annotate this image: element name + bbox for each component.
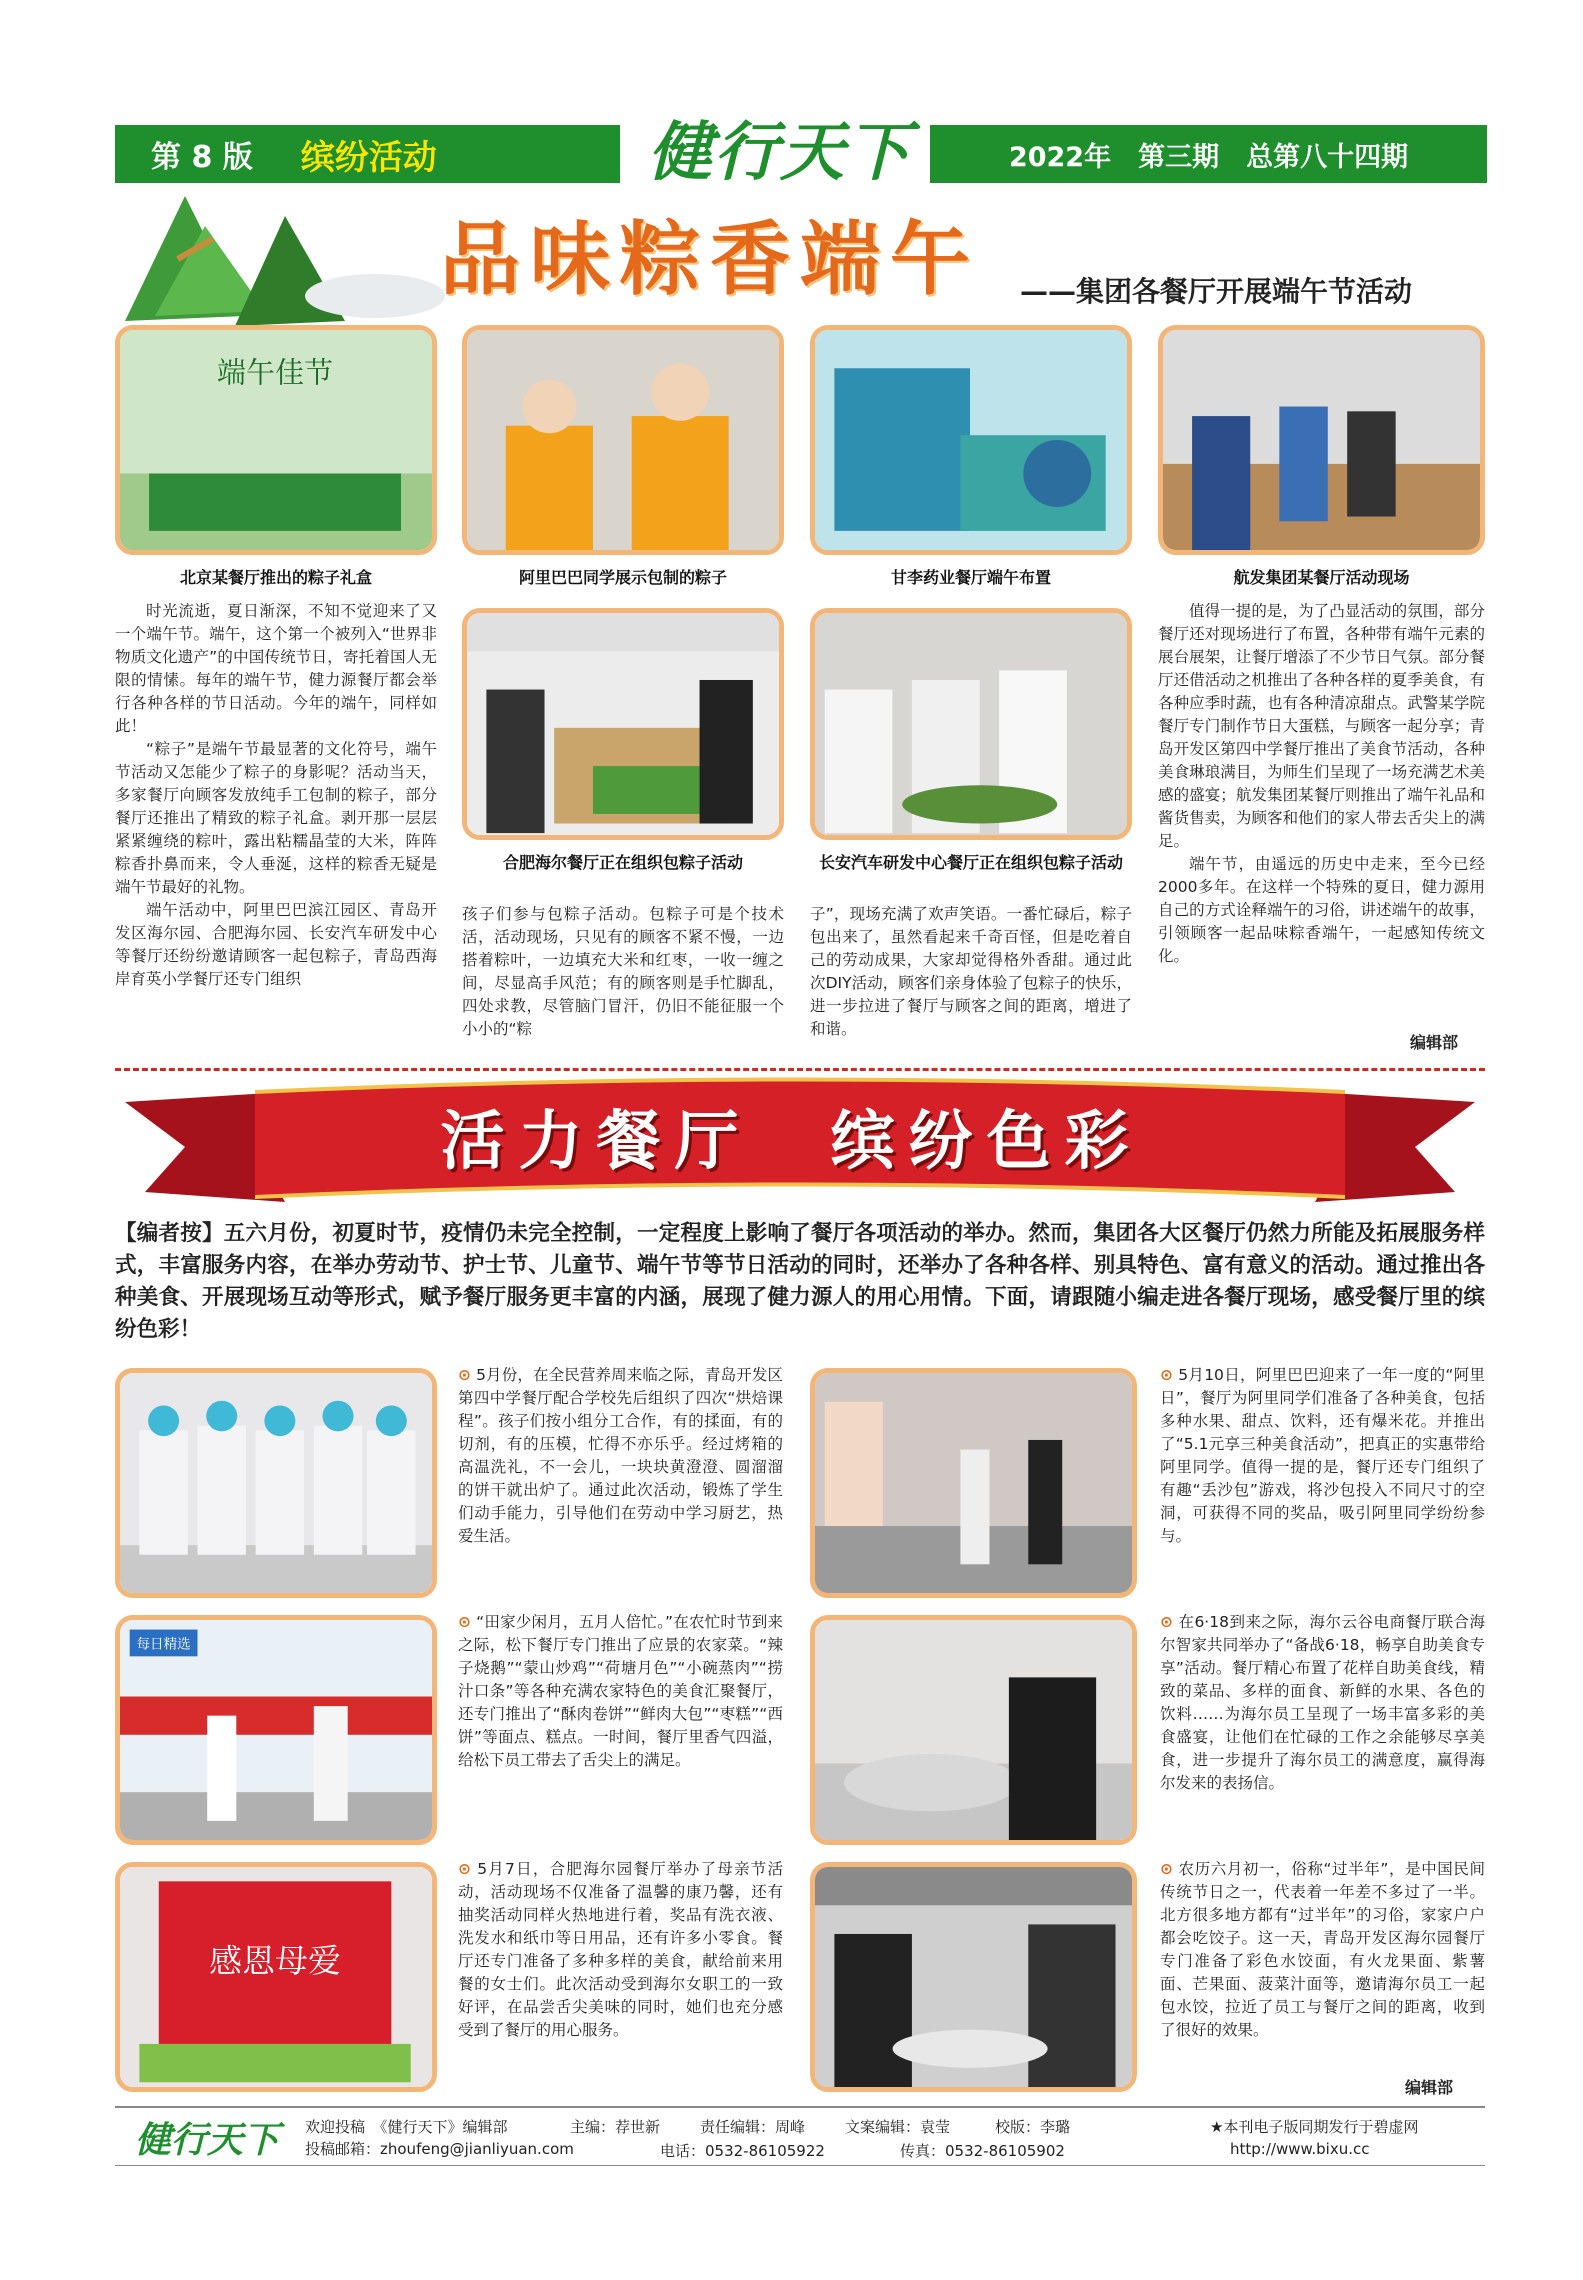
story-haier-618	[1160, 1611, 1485, 1795]
caption-6: 长安汽车研发中心餐厅正在组织包粽子活动	[818, 853, 1123, 872]
caption-3: 甘李药业餐厅端午布置	[890, 568, 1051, 587]
feature-signoff: 编辑部	[1410, 1033, 1459, 1052]
stories-signoff: 编辑部	[1405, 2078, 1454, 2097]
feature-subtitle: ——集团各餐厅开展端午节活动	[1020, 275, 1413, 308]
section-divider	[115, 1068, 1485, 1071]
photo-ali-zongzi	[462, 325, 784, 555]
photo-aero-canteen	[1158, 325, 1485, 555]
feature-column-2	[462, 903, 784, 1041]
page-version: 第 8 版	[151, 140, 253, 175]
footer-logo: 健行天下	[135, 2119, 280, 2161]
story-baking	[458, 1364, 783, 1548]
masthead-logo: 健行天下	[648, 115, 912, 190]
feature-column-1	[115, 600, 437, 991]
location-pin-icon: ⊙	[1160, 1613, 1173, 1631]
photo-haier-618	[810, 1615, 1137, 1845]
footer-responsible-editor: 责任编辑：周峰	[700, 2118, 806, 2136]
caption-5: 合肥海尔餐厅正在组织包粽子活动	[502, 853, 743, 872]
caption-2: 阿里巴巴同学展示包制的粽子	[518, 568, 727, 587]
paragraph: 端午节，由遥远的历史中走来，至今已经2000多年。在这样一个特殊的夏日，健力源用自己的方式诠释端午的习俗，讲述端午的故事，引领顾客一起品味粽香端午，一起感知传统文化。	[1158, 855, 1485, 965]
story-text: 5月10日，阿里巴巴迎来了一年一度的“阿里日”，餐厅为阿里同学们准备了各种美食，包括多种水果、甜点、饮料，还有爆米花。并推出了“5.1元享三种美食活动”，把真正的实惠带给阿里同学。值得一提的是，餐厅还专门组织了有趣“丢沙包”游戏，将沙包投入不同尺寸的空洞，可获得不同的奖品，吸引阿里同学纷纷参与。	[1160, 1366, 1485, 1545]
photo-panasonic-canteen	[115, 1615, 437, 1845]
feature-column-4	[1158, 600, 1485, 968]
paragraph: 端午活动中，阿里巴巴滨江园区、青岛开发区海尔园、合肥海尔园、长安汽车研发中心等餐厅还纷纷邀请顾客一起包粽子，青岛西海岸育英小学餐厅还专门组织	[115, 901, 437, 988]
photo-ganli-decoration	[810, 325, 1132, 555]
footer-phone: 电话：0532-86105922	[660, 2142, 825, 2160]
story-ali-day	[1160, 1364, 1485, 1548]
caption-1: 北京某餐厅推出的粽子礼盒	[179, 568, 372, 587]
story-text: 5月份，在全民营养周来临之际，青岛开发区第四中学餐厅配合学校先后组织了四次“烘焙课程”。孩子们按小组分工合作，有的揉面，有的切剂，有的压模，忙得不亦乐乎。经过烤箱的高温洗礼，不一会儿，一块块黄澄澄、圆溜溜的饼干就出炉了。通过此次活动，锻炼了学生们动手能力，引导他们在劳动中学习厨艺，热爱生活。	[458, 1366, 783, 1545]
photo-dumplings	[810, 1862, 1137, 2092]
feature-column-3	[810, 903, 1132, 1041]
story-text: “田家少闲月，五月人倍忙。”在农忙时节到来之际，松下餐厅专门推出了应景的农家菜。“辣子烧鹅”“蒙山炒鸡”“荷塘月色”“小碗蒸肉”“捞汁口条”等各种充满农家特色的美食汇聚餐厅，还专门推出了“酥肉卷饼”“鲜肉大包”“枣糕”“西饼”等面点、糕点。一时间，餐厅里香气四溢，给松下员工带去了舌尖上的满足。	[458, 1613, 783, 1769]
location-pin-icon: ⊙	[458, 1860, 471, 1878]
mothers-day-poster-text: 感恩母爱	[209, 1942, 341, 1981]
photo-changan-zongzi	[810, 608, 1132, 840]
paragraph: 孩子们参与包粽子活动。包粽子可是个技术活，活动现场，只见有的顾客不紧不慢，一边搭着粽叶，一边填充大米和红枣，一收一缠之间，尽显高手风范；有的顾客则是手忙脚乱，四处求教，尽管脑门冒汗，仍旧不能征服一个小小的“粽	[462, 905, 784, 1038]
location-pin-icon: ⊙	[458, 1613, 471, 1631]
story-mothers-day	[458, 1858, 783, 2042]
story-panasonic	[458, 1611, 783, 1772]
story-text: 5月7日，合肥海尔园餐厅举办了母亲节活动，活动现场不仅准备了温馨的康乃馨，还有抽奖活动同样火热地进行着，奖品有洗衣液、洗发水和纸巾等日用品，还有许多小零食。餐厅还专门准备了多种多样的美食，献给前来用餐的女士们。此次活动受到海尔女职工的一致好评，在品尝舌尖美味的同时，她们也充分感受到了餐厅的用心服务。	[458, 1860, 783, 2039]
footer-welcome: 欢迎投稿 《健行天下》编辑部	[305, 2118, 508, 2136]
story-text: 在6·18到来之际，海尔云谷电商餐厅联合海尔智家共同举办了“备战6·18，畅享自助美食专享”活动。餐厅精心布置了花样自助美食线，精致的菜品、多样的面食、新鲜的水果、各色的饮料……为海尔员工呈现了一场丰富多彩的美食盛宴，让他们在忙碌的工作之余能够尽享美食，进一步提升了海尔员工的满意度，赢得海尔发来的表扬信。	[1160, 1613, 1485, 1792]
photo-ali-day	[810, 1368, 1137, 1598]
header-left-bar	[115, 125, 620, 183]
photo-zongzi-giftbox	[115, 325, 437, 555]
editor-note: 【编者按】五六月份，初夏时节，疫情仍未完全控制，一定程度上影响了餐厅各项活动的举办。然而，集团各大区餐厅仍然力所能及拓展服务样式，丰富服务内容，在举办劳动节、护士节、儿童节、端午节等节日活动的同时，还举办了各种各样、别具特色、富有意义的活动。通过推出各种美食、开展现场互动等形式，赋予餐厅服务更丰富的内涵，展现了健力源人的用心用情。下面，请跟随小编走进各餐厅现场，感受餐厅里的缤纷色彩！	[115, 1221, 1485, 1342]
section-name: 缤纷活动	[300, 137, 437, 178]
giftbox-label: 端午佳节	[216, 355, 334, 390]
paragraph: “粽子”是端午节最显著的文化符号，端午节活动又怎能少了粽子的身影呢？活动当天，多家餐厅向顾客发放纯手工包制的粽子，部分餐厅还推出了精致的粽子礼盒。剥开那一层层紧紧缠绕的粽叶，露出粘糯晶莹的大米，阵阵粽香扑鼻而来，令人垂涎，这样的粽香无疑是端午节最好的礼物。	[115, 740, 437, 896]
footer-note: ★本刊电子版同期发行于碧虚网	[1210, 2118, 1419, 2136]
photo-mothers-day	[115, 1862, 437, 2092]
location-pin-icon: ⊙	[1160, 1366, 1173, 1384]
footer-fax: 传真：0532-86105902	[900, 2142, 1065, 2160]
photo-hefei-haier-zongzi	[462, 608, 784, 840]
header-right-bar	[930, 125, 1487, 183]
photo-baking-class	[115, 1368, 437, 1598]
caption-4: 航发集团某餐厅活动现场	[1233, 568, 1410, 587]
story-text: 农历六月初一，俗称“过半年”，是中国民间传统节日之一，代表着一年差不多过了一半。北方很多地方都有“过半年”的习俗，家家户户都会吃饺子。这一天，青岛开发区海尔园餐厅专门准备了彩色水饺面，有火龙果面、紫薯面、芒果面、菠菜汁面等，邀请海尔员工一起包水饺，拉近了员工与餐厅之间的距离，收到了很好的效果。	[1160, 1860, 1485, 2039]
paragraph: 时光流逝，夏日渐深，不知不觉迎来了又一个端午节。端午，这个第一个被列入“世界非物质文化遗产”的中国传统节日，寄托着国人无限的情愫。每年的端午节，健力源餐厅都会举行各种各样的节日活动。今年的端午，同样如此！	[115, 602, 437, 735]
banner-title: 活力餐厅 缤纷色彩	[440, 1104, 1143, 1179]
footer-email[interactable]: 投稿邮箱：zhoufeng@jianliyuan.com	[305, 2140, 574, 2158]
footer-copy-editor: 文案编辑：袁莹	[845, 2118, 951, 2136]
footer-proofreader: 校版：李璐	[995, 2118, 1071, 2136]
zongzi-decoration	[115, 186, 445, 326]
location-pin-icon: ⊙	[1160, 1860, 1173, 1878]
story-half-year	[1160, 1858, 1485, 2042]
footer-chief-editor: 主编：荐世新	[570, 2118, 661, 2136]
footer-url[interactable]: http://www.bixu.cc	[1230, 2140, 1370, 2158]
footer-rule-bottom	[115, 2165, 1485, 2166]
location-pin-icon: ⊙	[458, 1366, 471, 1384]
daily-select-sign: 每日精选	[136, 1636, 191, 1653]
footer-rule-top	[115, 2106, 1485, 2108]
paragraph: 值得一提的是，为了凸显活动的氛围，部分餐厅还对现场进行了布置，各种带有端午元素的展台展架，让餐厅增添了不少节日气氛。部分餐厅还借活动之机推出了各种各样的夏季美食，有各种应季时蔬，也有各种清凉甜点。武警某学院餐厅专门制作节日大蛋糕，与顾客一起分享；青岛开发区第四中学餐厅推出了美食节活动，各种美食琳琅满目，为师生们呈现了一场充满艺术美感的盛宴；航发集团某餐厅则推出了端午礼品和酱货售卖，为顾客和他们的家人带去舌尖上的满足。	[1158, 602, 1485, 850]
feature-title: 品味粽香端午	[440, 212, 980, 306]
paragraph: 子”，现场充满了欢声笑语。一番忙碌后，粽子包出来了，虽然看起来千奇百怪，但是吃着自己的劳动成果，大家却觉得格外香甜。通过此次DIY活动，顾客们亲身体验了包粽子的快乐，进一步拉进了餐厅与顾客之间的距离，增进了和谐。	[810, 905, 1132, 1038]
issue-info: 2022年 第三期 总第八十四期	[1008, 141, 1409, 173]
